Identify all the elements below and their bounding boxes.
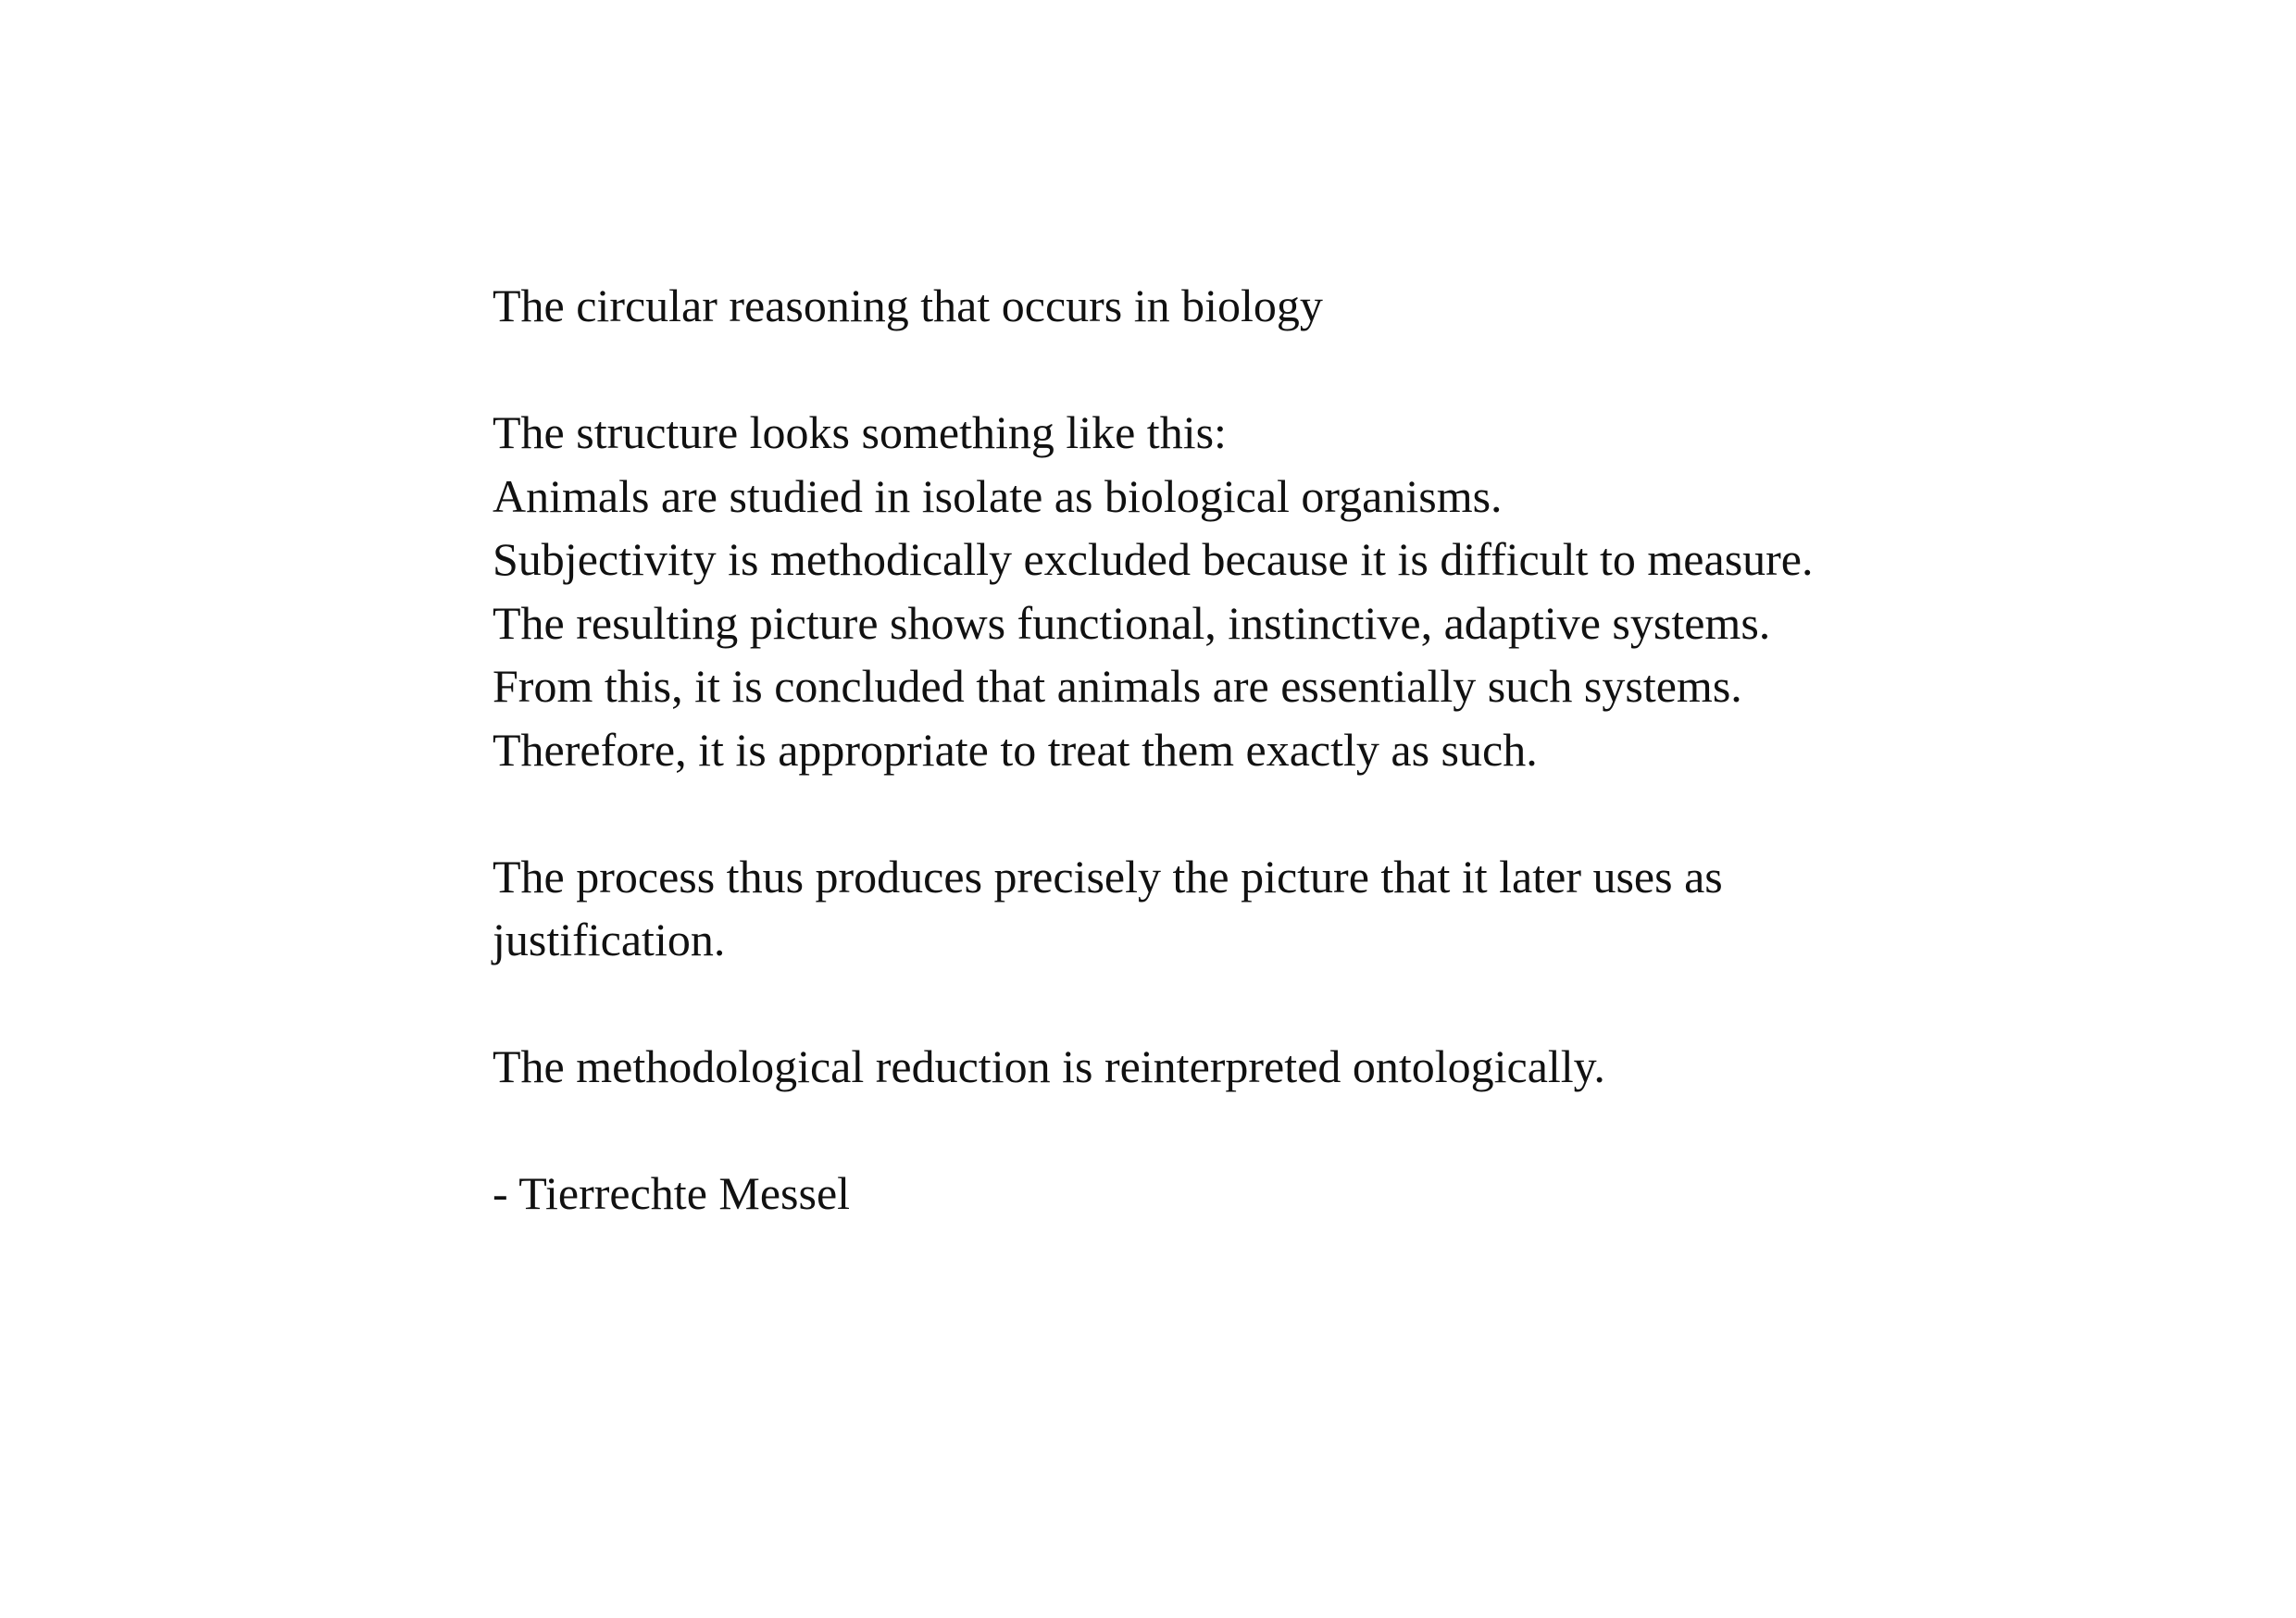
paragraph-spacer bbox=[493, 972, 1844, 1036]
paragraph-spacer bbox=[493, 781, 1844, 845]
conclusion-paragraph: The process thus produces precisely the picture that it later uses as justification. bbox=[493, 850, 1723, 965]
document-title: The circular reasoning that occurs in biology bbox=[493, 280, 1323, 331]
signature: - Tierrechte Messel bbox=[493, 1167, 851, 1219]
structure-step-4: From this, it is concluded that animals are essentially such systems. bbox=[493, 660, 1742, 712]
structure-step-2: Subjectivity is methodically excluded because it is difficult to measure. bbox=[493, 533, 1814, 585]
paragraph-spacer bbox=[493, 1099, 1844, 1163]
reduction-statement: The methodological reduction is reinterpreted ontologically. bbox=[493, 1040, 1605, 1092]
structure-intro: The structure looks something like this: bbox=[493, 406, 1227, 458]
paragraph-spacer bbox=[493, 338, 1844, 402]
document-text bbox=[493, 274, 1844, 1226]
structure-step-5: Therefore, it is appropriate to treat them exactly as such. bbox=[493, 723, 1538, 776]
structure-step-1: Animals are studied in isolate as biological organisms. bbox=[493, 469, 1503, 522]
structure-step-3: The resulting picture shows functional, instinctive, adaptive systems. bbox=[493, 596, 1771, 649]
